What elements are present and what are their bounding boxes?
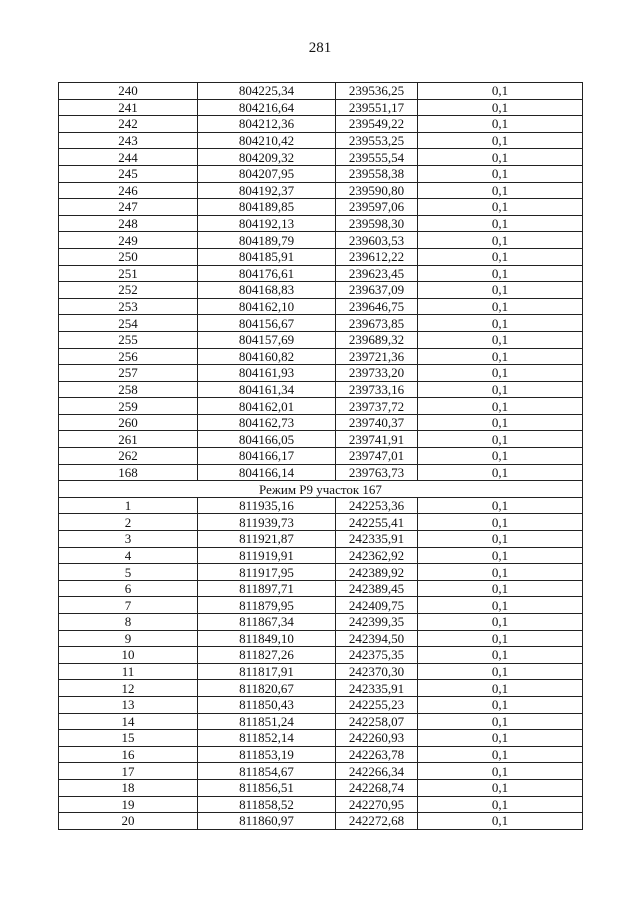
point-number-cell: 240: [59, 83, 198, 100]
y-coordinate-cell: 242335,91: [336, 531, 418, 548]
y-coordinate-cell: 239747,01: [336, 448, 418, 465]
coordinates-table-bottom-body: [59, 497, 583, 829]
point-number-cell: 6: [59, 580, 198, 597]
table-row: [59, 232, 583, 249]
table-row: [59, 381, 583, 398]
accuracy-cell: 0,1: [418, 149, 583, 166]
point-number-cell: 1: [59, 497, 198, 514]
x-coordinate-cell: 811939,73: [198, 514, 336, 531]
accuracy-cell: 0,1: [418, 564, 583, 581]
point-number-cell: 19: [59, 796, 198, 813]
y-coordinate-cell: 242263,78: [336, 746, 418, 763]
accuracy-cell: 0,1: [418, 348, 583, 365]
x-coordinate-cell: 804168,83: [198, 282, 336, 299]
y-coordinate-cell: 239721,36: [336, 348, 418, 365]
y-coordinate-cell: 242270,95: [336, 796, 418, 813]
table-row: [59, 796, 583, 813]
table-row: [59, 282, 583, 299]
y-coordinate-cell: 239598,30: [336, 215, 418, 232]
y-coordinate-cell: 242266,34: [336, 763, 418, 780]
y-coordinate-cell: 242409,75: [336, 597, 418, 614]
table-row: [59, 531, 583, 548]
table-row: [59, 398, 583, 415]
accuracy-cell: 0,1: [418, 298, 583, 315]
x-coordinate-cell: 804162,73: [198, 414, 336, 431]
table-row: [59, 730, 583, 747]
y-coordinate-cell: 242268,74: [336, 779, 418, 796]
table-row: [59, 315, 583, 332]
x-coordinate-cell: 804161,93: [198, 365, 336, 382]
x-coordinate-cell: 804210,42: [198, 132, 336, 149]
x-coordinate-cell: 804189,85: [198, 199, 336, 216]
y-coordinate-cell: 239612,22: [336, 248, 418, 265]
accuracy-cell: 0,1: [418, 282, 583, 299]
accuracy-cell: 0,1: [418, 630, 583, 647]
table-row: [59, 265, 583, 282]
table-row: [59, 248, 583, 265]
point-number-cell: 18: [59, 779, 198, 796]
y-coordinate-cell: 242255,41: [336, 514, 418, 531]
accuracy-cell: 0,1: [418, 730, 583, 747]
table-row: [59, 497, 583, 514]
accuracy-cell: 0,1: [418, 431, 583, 448]
table-row: [59, 348, 583, 365]
accuracy-cell: 0,1: [418, 215, 583, 232]
x-coordinate-cell: 804192,37: [198, 182, 336, 199]
x-coordinate-cell: 811860,97: [198, 813, 336, 830]
x-coordinate-cell: 811853,19: [198, 746, 336, 763]
point-number-cell: 248: [59, 215, 198, 232]
y-coordinate-cell: 239741,91: [336, 431, 418, 448]
y-coordinate-cell: 242370,30: [336, 663, 418, 680]
point-number-cell: 254: [59, 315, 198, 332]
x-coordinate-cell: 804166,05: [198, 431, 336, 448]
table-row: [59, 331, 583, 348]
point-number-cell: 168: [59, 464, 198, 481]
x-coordinate-cell: 804161,34: [198, 381, 336, 398]
point-number-cell: 8: [59, 614, 198, 631]
point-number-cell: 262: [59, 448, 198, 465]
accuracy-cell: 0,1: [418, 116, 583, 133]
x-coordinate-cell: 811852,14: [198, 730, 336, 747]
x-coordinate-cell: 811827,26: [198, 647, 336, 664]
accuracy-cell: 0,1: [418, 763, 583, 780]
y-coordinate-cell: 239733,16: [336, 381, 418, 398]
accuracy-cell: 0,1: [418, 83, 583, 100]
y-coordinate-cell: 239536,25: [336, 83, 418, 100]
point-number-cell: 251: [59, 265, 198, 282]
accuracy-cell: 0,1: [418, 647, 583, 664]
x-coordinate-cell: 811856,51: [198, 779, 336, 796]
point-number-cell: 244: [59, 149, 198, 166]
table-row: [59, 647, 583, 664]
table-row: [59, 713, 583, 730]
x-coordinate-cell: 811897,71: [198, 580, 336, 597]
table-row: [59, 99, 583, 116]
table-row: [59, 514, 583, 531]
x-coordinate-cell: 811850,43: [198, 696, 336, 713]
x-coordinate-cell: 804162,01: [198, 398, 336, 415]
x-coordinate-cell: 804216,64: [198, 99, 336, 116]
point-number-cell: 15: [59, 730, 198, 747]
y-coordinate-cell: 239551,17: [336, 99, 418, 116]
x-coordinate-cell: 804160,82: [198, 348, 336, 365]
table-row: [59, 580, 583, 597]
table-row: [59, 663, 583, 680]
y-coordinate-cell: 239549,22: [336, 116, 418, 133]
accuracy-cell: 0,1: [418, 597, 583, 614]
accuracy-cell: 0,1: [418, 779, 583, 796]
accuracy-cell: 0,1: [418, 796, 583, 813]
point-number-cell: 243: [59, 132, 198, 149]
x-coordinate-cell: 811921,87: [198, 531, 336, 548]
y-coordinate-cell: 239637,09: [336, 282, 418, 299]
table-row: [59, 547, 583, 564]
point-number-cell: 17: [59, 763, 198, 780]
table-row: [59, 597, 583, 614]
table-row: [59, 132, 583, 149]
y-coordinate-cell: 239558,38: [336, 165, 418, 182]
point-number-cell: 13: [59, 696, 198, 713]
x-coordinate-cell: 804157,69: [198, 331, 336, 348]
y-coordinate-cell: 239603,53: [336, 232, 418, 249]
accuracy-cell: 0,1: [418, 680, 583, 697]
accuracy-cell: 0,1: [418, 448, 583, 465]
y-coordinate-cell: 239763,73: [336, 464, 418, 481]
accuracy-cell: 0,1: [418, 331, 583, 348]
table-row: [59, 431, 583, 448]
point-number-cell: 250: [59, 248, 198, 265]
coordinates-table-top-body: [59, 83, 583, 481]
point-number-cell: 241: [59, 99, 198, 116]
table-row: [59, 464, 583, 481]
point-number-cell: 16: [59, 746, 198, 763]
y-coordinate-cell: 242394,50: [336, 630, 418, 647]
y-coordinate-cell: 239689,32: [336, 331, 418, 348]
accuracy-cell: 0,1: [418, 182, 583, 199]
table-row: [59, 83, 583, 100]
accuracy-cell: 0,1: [418, 165, 583, 182]
point-number-cell: 257: [59, 365, 198, 382]
y-coordinate-cell: 239673,85: [336, 315, 418, 332]
point-number-cell: 246: [59, 182, 198, 199]
y-coordinate-cell: 239733,20: [336, 365, 418, 382]
accuracy-cell: 0,1: [418, 232, 583, 249]
point-number-cell: 20: [59, 813, 198, 830]
y-coordinate-cell: 239646,75: [336, 298, 418, 315]
accuracy-cell: 0,1: [418, 746, 583, 763]
accuracy-cell: 0,1: [418, 365, 583, 382]
y-coordinate-cell: 239737,72: [336, 398, 418, 415]
accuracy-cell: 0,1: [418, 497, 583, 514]
y-coordinate-cell: 242362,92: [336, 547, 418, 564]
table-row: [59, 149, 583, 166]
point-number-cell: 258: [59, 381, 198, 398]
point-number-cell: 261: [59, 431, 198, 448]
y-coordinate-cell: 242389,45: [336, 580, 418, 597]
x-coordinate-cell: 804176,61: [198, 265, 336, 282]
point-number-cell: 7: [59, 597, 198, 614]
y-coordinate-cell: 239623,45: [336, 265, 418, 282]
point-number-cell: 259: [59, 398, 198, 415]
coordinates-table: [58, 82, 583, 830]
point-number-cell: 10: [59, 647, 198, 664]
section-header: Режим Р9 участок 167: [59, 481, 583, 498]
point-number-cell: 2: [59, 514, 198, 531]
point-number-cell: 253: [59, 298, 198, 315]
y-coordinate-cell: 239555,54: [336, 149, 418, 166]
x-coordinate-cell: 804185,91: [198, 248, 336, 265]
table-row: [59, 630, 583, 647]
table-row: [59, 182, 583, 199]
table-row: [59, 365, 583, 382]
x-coordinate-cell: 811917,95: [198, 564, 336, 581]
accuracy-cell: 0,1: [418, 663, 583, 680]
table-row: [59, 448, 583, 465]
point-number-cell: 242: [59, 116, 198, 133]
x-coordinate-cell: 811919,91: [198, 547, 336, 564]
table-row: [59, 779, 583, 796]
point-number-cell: 252: [59, 282, 198, 299]
x-coordinate-cell: 804192,13: [198, 215, 336, 232]
x-coordinate-cell: 804189,79: [198, 232, 336, 249]
accuracy-cell: 0,1: [418, 464, 583, 481]
accuracy-cell: 0,1: [418, 132, 583, 149]
x-coordinate-cell: 811849,10: [198, 630, 336, 647]
point-number-cell: 4: [59, 547, 198, 564]
y-coordinate-cell: 242260,93: [336, 730, 418, 747]
x-coordinate-cell: 804209,32: [198, 149, 336, 166]
y-coordinate-cell: 242255,23: [336, 696, 418, 713]
point-number-cell: 5: [59, 564, 198, 581]
y-coordinate-cell: 242253,36: [336, 497, 418, 514]
point-number-cell: 11: [59, 663, 198, 680]
page-number: 281: [308, 40, 332, 56]
accuracy-cell: 0,1: [418, 514, 583, 531]
x-coordinate-cell: 811854,67: [198, 763, 336, 780]
y-coordinate-cell: 239590,80: [336, 182, 418, 199]
x-coordinate-cell: 811820,67: [198, 680, 336, 697]
y-coordinate-cell: 242272,68: [336, 813, 418, 830]
accuracy-cell: 0,1: [418, 547, 583, 564]
x-coordinate-cell: 804212,36: [198, 116, 336, 133]
accuracy-cell: 0,1: [418, 713, 583, 730]
y-coordinate-cell: 242258,07: [336, 713, 418, 730]
table-row: [59, 165, 583, 182]
y-coordinate-cell: 239597,06: [336, 199, 418, 216]
accuracy-cell: 0,1: [418, 398, 583, 415]
point-number-cell: 255: [59, 331, 198, 348]
point-number-cell: 249: [59, 232, 198, 249]
accuracy-cell: 0,1: [418, 381, 583, 398]
table-row: [59, 215, 583, 232]
accuracy-cell: 0,1: [418, 531, 583, 548]
x-coordinate-cell: 804225,34: [198, 83, 336, 100]
accuracy-cell: 0,1: [418, 414, 583, 431]
accuracy-cell: 0,1: [418, 99, 583, 116]
x-coordinate-cell: 811867,34: [198, 614, 336, 631]
x-coordinate-cell: 811851,24: [198, 713, 336, 730]
point-number-cell: 245: [59, 165, 198, 182]
x-coordinate-cell: 804166,14: [198, 464, 336, 481]
accuracy-cell: 0,1: [418, 614, 583, 631]
section-header-row: [59, 481, 583, 498]
y-coordinate-cell: 242399,35: [336, 614, 418, 631]
point-number-cell: 12: [59, 680, 198, 697]
x-coordinate-cell: 811858,52: [198, 796, 336, 813]
point-number-cell: 256: [59, 348, 198, 365]
point-number-cell: 247: [59, 199, 198, 216]
x-coordinate-cell: 804207,95: [198, 165, 336, 182]
y-coordinate-cell: 239740,37: [336, 414, 418, 431]
accuracy-cell: 0,1: [418, 248, 583, 265]
x-coordinate-cell: 811879,95: [198, 597, 336, 614]
accuracy-cell: 0,1: [418, 199, 583, 216]
table-row: [59, 199, 583, 216]
table-row: [59, 680, 583, 697]
y-coordinate-cell: 242375,35: [336, 647, 418, 664]
point-number-cell: 260: [59, 414, 198, 431]
accuracy-cell: 0,1: [418, 696, 583, 713]
table-row: [59, 614, 583, 631]
table-row: [59, 298, 583, 315]
y-coordinate-cell: 242389,92: [336, 564, 418, 581]
section-header-body: [59, 481, 583, 498]
x-coordinate-cell: 811817,91: [198, 663, 336, 680]
accuracy-cell: 0,1: [418, 813, 583, 830]
y-coordinate-cell: 239553,25: [336, 132, 418, 149]
x-coordinate-cell: 804156,67: [198, 315, 336, 332]
table-row: [59, 813, 583, 830]
table-row: [59, 564, 583, 581]
table-row: [59, 116, 583, 133]
table-row: [59, 696, 583, 713]
point-number-cell: 9: [59, 630, 198, 647]
table-row: [59, 763, 583, 780]
accuracy-cell: 0,1: [418, 580, 583, 597]
x-coordinate-cell: 811935,16: [198, 497, 336, 514]
accuracy-cell: 0,1: [418, 315, 583, 332]
y-coordinate-cell: 242335,91: [336, 680, 418, 697]
table-row: [59, 414, 583, 431]
x-coordinate-cell: 804162,10: [198, 298, 336, 315]
table-row: [59, 746, 583, 763]
x-coordinate-cell: 804166,17: [198, 448, 336, 465]
accuracy-cell: 0,1: [418, 265, 583, 282]
point-number-cell: 14: [59, 713, 198, 730]
point-number-cell: 3: [59, 531, 198, 548]
